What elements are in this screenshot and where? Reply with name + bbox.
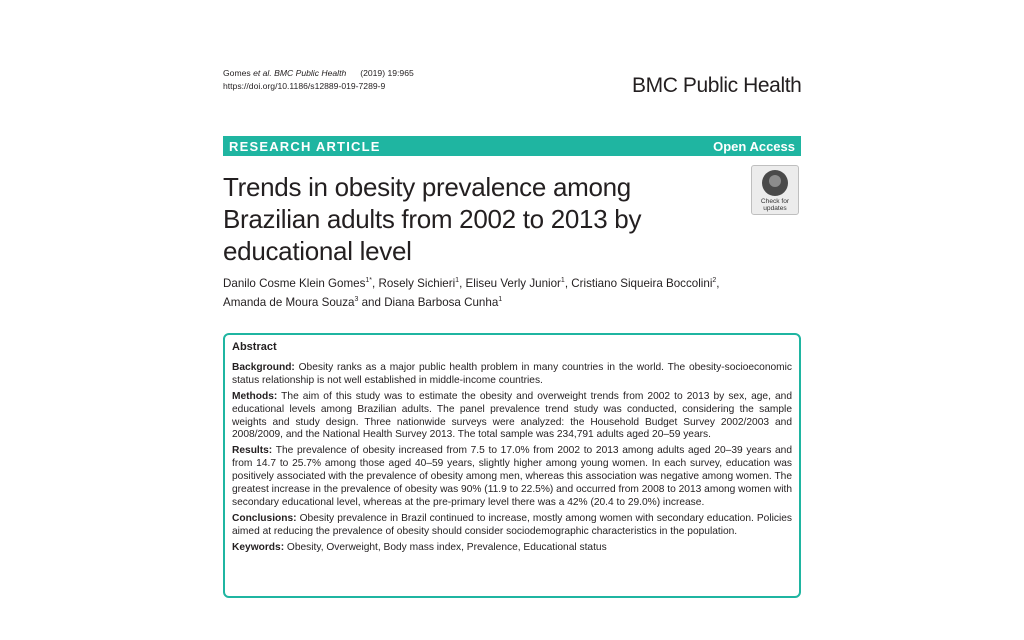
author-name[interactable]: Danilo Cosme Klein Gomes xyxy=(223,277,366,290)
author-affiliation: 1 xyxy=(455,277,460,284)
background-text: Obesity ranks as a major public health problem in many countries in the world. The obesity-socioeconomic status relationship is not well established in middle-income countries. xyxy=(232,361,792,386)
research-article-label: RESEARCH ARTICLE xyxy=(229,138,381,154)
abstract-box xyxy=(223,333,801,598)
abstract-background xyxy=(232,362,792,388)
abstract-heading: Abstract xyxy=(232,341,277,353)
author-separator: , xyxy=(564,277,572,290)
author-affiliation: 1 xyxy=(560,277,565,284)
keywords-label: Keywords: xyxy=(232,541,285,553)
author-separator: , xyxy=(716,277,720,290)
author-list xyxy=(223,274,783,312)
methods-label: Methods: xyxy=(232,390,278,402)
author-name[interactable]: Rosely Sichieri xyxy=(378,277,456,290)
citation-year: (2019) 19:965 xyxy=(360,68,414,78)
abstract-keywords xyxy=(232,542,792,555)
author-affiliation: 2 xyxy=(712,277,717,284)
doi-link[interactable]: https://doi.org/10.1186/s12889-019-7289-9 xyxy=(223,81,386,91)
open-access-label: Open Access xyxy=(713,138,795,154)
results-text: The prevalence of obesity increased from 7.5 to 17.0% from 2002 to 2013 among adults aged 20–39 years and from 14.7 to 25.7% among those aged 40–59 years, slightly higher among young women. In each survey, education was positively associated with the prevalence of obesity among men, whereas this association was negative among women. The greatest increase in the prevalence of obesity was 90% (11.9 to 22.5%) and occurred from 2008 to 2013 among women with secondary educational level, whereas at the pre-primary level there was a 42% (20.4 to 29.0%) increase. xyxy=(232,445,792,508)
abstract-methods xyxy=(232,391,792,443)
author-name[interactable]: Eliseu Verly Junior xyxy=(465,277,561,290)
author-separator: , xyxy=(459,277,466,290)
author-name[interactable]: Cristiano Siqueira Boccolini xyxy=(571,277,713,290)
author-name[interactable]: Diana Barbosa Cunha xyxy=(384,296,499,309)
author-separator: and xyxy=(358,296,385,309)
keywords-text: Obesity, Overweight, Body mass index, Prevalence, Educational status xyxy=(284,541,607,553)
abstract-conclusions xyxy=(232,513,792,539)
methods-text: The aim of this study was to estimate the obesity and overweight trends from 2002 to 2013 by sex, age, and educational levels among Brazilian adults. The panel prevalence trend study was conducted, considering the sample weights and study design. Three nationwide surveys were analyzed: the Household Budget Survey 2002/2003 and 2008/2009, and the National Health Survey 2013. The total sample was 234,791 adults aged 20–59 years. xyxy=(232,390,792,441)
citation-block xyxy=(223,67,414,93)
author-affiliation: 3 xyxy=(354,296,359,303)
author-affiliation: 1* xyxy=(365,277,373,284)
journal-name: BMC Public Health xyxy=(632,74,802,97)
check-updates-line2: updates xyxy=(763,205,787,212)
check-updates-line1: Check for xyxy=(760,198,790,205)
author-separator: , xyxy=(372,277,379,290)
results-label: Results: xyxy=(232,445,273,457)
author-affiliation: 1 xyxy=(498,296,503,303)
article-type-banner xyxy=(223,136,801,156)
check-for-updates-button[interactable] xyxy=(751,165,799,215)
background-label: Background: xyxy=(232,361,295,373)
conclusions-label: Conclusions: xyxy=(232,512,297,524)
citation-author: Gomes xyxy=(223,68,254,78)
citation-line xyxy=(223,67,414,80)
conclusions-text: Obesity prevalence in Brazil continued to increase, mostly among women with secondary education. Policies aimed at reducing the prevalence of obesity should consider sociodemographic characteristics in the population. xyxy=(232,512,792,537)
citation-journal: et al. BMC Public Health xyxy=(253,68,347,78)
abstract-results xyxy=(232,445,792,510)
article-title: Trends in obesity prevalence among Brazilian adults from 2002 to 2013 by educational level xyxy=(223,172,642,266)
author-name[interactable]: Amanda de Moura Souza xyxy=(223,296,355,309)
check-updates-icon xyxy=(762,170,788,196)
